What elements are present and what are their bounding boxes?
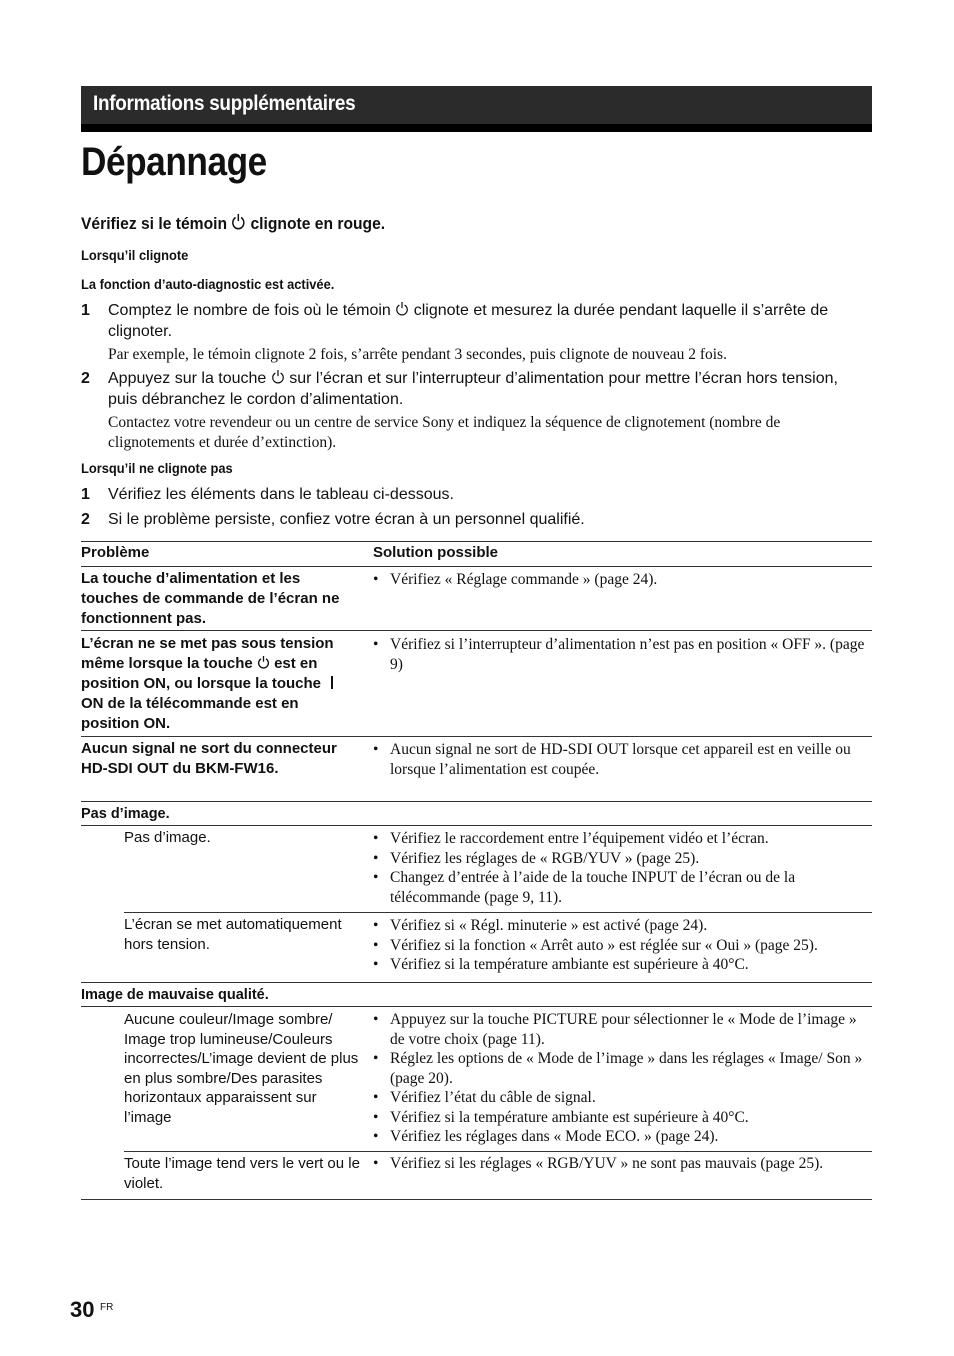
problem-cell: La touche d’alimentation et les touches de commande de l’écran ne fonctionnent pas. <box>81 570 340 627</box>
section-bar <box>81 86 872 132</box>
solution-item: • Vérifiez si l’interrupteur d’alimentation n’est pas en position « OFF ». (page 9) <box>373 635 872 674</box>
section-title: Informations supplémentaires <box>93 92 356 115</box>
page-title: Dépannage <box>81 140 267 184</box>
solution-list <box>373 740 872 779</box>
solution-item: • Vérifiez si la température ambiante est supérieure à 40°C. <box>373 955 872 975</box>
group-title: Pas d’image. <box>81 806 170 822</box>
step-text: Appuyez sur la touche <box>108 370 267 387</box>
solution-list <box>373 1154 872 1174</box>
solution-item: • Vérifiez si la fonction « Arrêt auto » est réglée sur « Oui » (page 25). <box>373 936 872 956</box>
solution-list <box>373 635 872 674</box>
step-1-note: Par exemple, le témoin clignote 2 fois, s’arrête pendant 3 secondes, puis clignote de nouveau 2 fois. <box>108 346 727 363</box>
step-number: 1 <box>81 486 90 503</box>
step-number: 1 <box>81 302 90 319</box>
solution-item: • Vérifiez « Réglage commande » (page 24). <box>373 570 872 590</box>
problem-cell: Aucun signal ne sort du connecteur HD-SDI OUT du BKM-FW16. <box>81 740 337 777</box>
header-problem: Problème <box>81 544 150 561</box>
heading-text-after: clignote en rouge. <box>250 214 386 233</box>
solution-item: • Vérifiez si la température ambiante est supérieure à 40°C. <box>373 1108 872 1128</box>
blinking-step-1 <box>81 300 871 342</box>
not-blinking-step-1 <box>81 484 871 505</box>
step-text: Si le problème persiste, confiez votre écran à un personnel qualifié. <box>108 511 585 528</box>
solution-item: • Vérifiez si « Régl. minuterie » est activé (page 24). <box>373 916 872 936</box>
power-icon <box>231 213 246 231</box>
step-text: Comptez le nombre de fois où le témoin <box>108 302 391 319</box>
solution-item: • Aucun signal ne sort de HD-SDI OUT lorsque cet appareil est en veille ou lorsque l’alimentation est coupée. <box>373 740 872 779</box>
solution-item: • Vérifiez les réglages de « RGB/YUV » (page 25). <box>373 849 872 869</box>
solution-list <box>373 829 872 907</box>
problem-cell: L’écran ne se met pas sous tension même lorsque la touche est en position ON, ou lorsque la touche ON de la télécommande est en position ON. <box>81 635 334 732</box>
power-icon <box>271 369 285 385</box>
solution-item: • Vérifiez le raccordement entre l’équipement vidéo et l’écran. <box>373 829 872 849</box>
group-title: Image de mauvaise qualité. <box>81 987 269 1003</box>
blinking-subhead: La fonction d’auto-diagnostic est activée. <box>81 276 335 292</box>
step-text: clignote et mesurez la durée pendant laquelle il s’arrête de clignoter. <box>108 302 829 340</box>
step-2-note: Contactez votre revendeur ou un centre de service Sony et indiquez la séquence de clignotement (nombre de clignotements et durée d’extinction). <box>108 414 781 451</box>
heading-text-before: Vérifiez si le témoin <box>81 214 228 233</box>
power-icon <box>257 655 270 670</box>
problem-cell: L’écran se met automatiquement hors tension. <box>124 916 342 953</box>
solution-item: • Changez d’entrée à l’aide de la touche INPUT de l’écran ou de la télécommande (page 9, 11). <box>373 868 872 907</box>
solution-item: • Vérifiez les réglages dans « Mode ECO. » (page 24). <box>373 1127 872 1147</box>
page-number: 30 <box>70 1297 95 1322</box>
not-blinking-label: Lorsqu’il ne clignote pas <box>81 460 233 476</box>
step-text: Vérifiez les éléments dans le tableau ci-dessous. <box>108 486 454 503</box>
step-text: sur l’écran et sur l’interrupteur d’alimentation pour mettre l’écran hors tension, puis débranchez le cordon d’alimentation. <box>108 370 838 408</box>
page-language: FR <box>100 1302 114 1313</box>
solution-list <box>373 1010 872 1147</box>
header-solution: Solution possible <box>373 544 499 561</box>
main-heading <box>81 213 385 234</box>
power-icon <box>395 301 409 317</box>
problem-cell: Toute l’image tend vers le vert ou le violet. <box>124 1155 360 1192</box>
solution-item: • Appuyez sur la touche PICTURE pour sélectionner le « Mode de l’image » de votre choix (page 11). <box>373 1010 872 1049</box>
on-mark-icon <box>331 676 333 689</box>
solution-item: • Vérifiez si les réglages « RGB/YUV » ne sont pas mauvais (page 25). <box>373 1154 872 1174</box>
problem-cell: Aucune couleur/Image sombre/ Image trop lumineuse/Couleurs incorrectes/L’image devient de plus en plus sombre/Des parasites horizontaux apparaissent sur l’image <box>124 1011 359 1126</box>
step-number: 2 <box>81 370 90 387</box>
solution-item: • Réglez les options de « Mode de l’image » dans les réglages « Image/ Son » (page 20). <box>373 1049 872 1088</box>
not-blinking-step-2 <box>81 509 871 530</box>
blinking-step-2 <box>81 368 871 410</box>
solution-item: • Vérifiez l’état du câble de signal. <box>373 1088 872 1108</box>
solution-list <box>373 570 872 590</box>
step-number: 2 <box>81 511 90 528</box>
solution-list <box>373 916 872 975</box>
blinking-label: Lorsqu’il clignote <box>81 247 189 263</box>
problem-cell: Pas d’image. <box>124 829 211 846</box>
